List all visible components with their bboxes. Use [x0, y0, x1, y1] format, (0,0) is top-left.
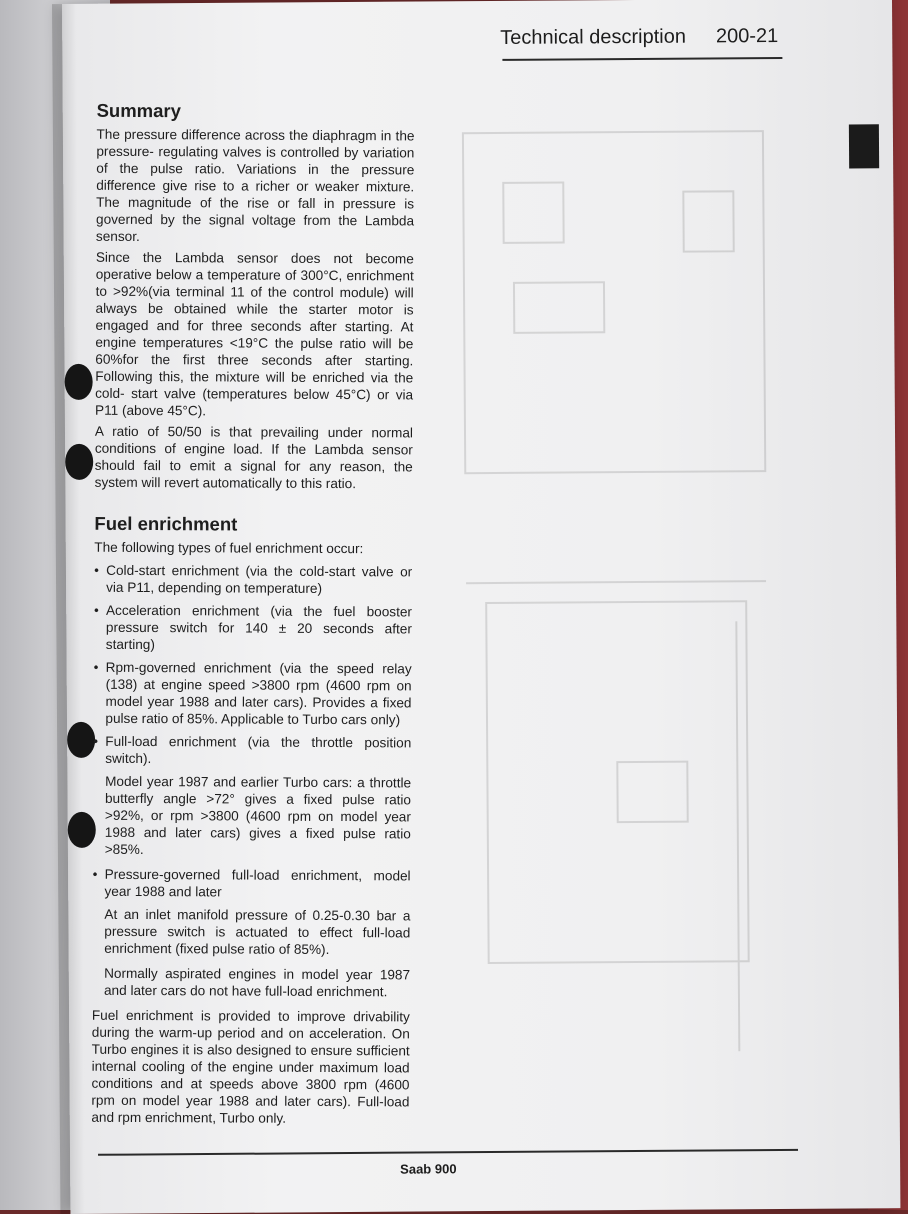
punch-hole	[65, 444, 93, 480]
pressure-note: At an inlet manifold pressure of 0.25-0.30 bar a pressure switch is actuated to effect full-load enrichment (fixed pulse ratio of 85%).	[104, 906, 411, 957]
fuel-enrichment-heading: Fuel enrichment	[94, 512, 238, 535]
manual-page	[62, 0, 900, 1214]
page-number: 200-21	[715, 25, 779, 48]
closing-paragraph: Fuel enrichment is provided to improve drivability during the warm-up period and on acceleration. On Turbo engines it is also designed to ensure sufficient internal cooling of the engine under maximum load conditions and at speeds above 3800 rpm (4600 rpm on model year 1988 and later cars). Full-load and rpm enrichment, Turbo only.	[91, 1007, 410, 1126]
list-item: • Acceleration enrichment (via the fuel booster pressure switch for 140 ± 20 seconds after starting)	[94, 602, 412, 655]
summary-paragraph: A ratio of 50/50 is that prevailing under normal conditions of engine load. If the Lambda sensor should fail to emit a signal for any reason, the system will revert automatically to this ratio.	[94, 423, 413, 492]
list-item: • Full-load enrichment (via the throttle position switch).	[93, 733, 411, 769]
fuel-enrichment-intro: The following types of fuel enrichment occur:	[94, 539, 364, 557]
text-column	[91, 100, 414, 1132]
footer-book-title: Saab 900	[400, 1161, 457, 1177]
summary-paragraph: The pressure difference across the diaphragm in the pressure- regulating valves is controlled by variation of the pulse ratio. Variations in the pressure difference give rise to a richer or weaker mixture. The magnitude of the rise or fall in pressure is governed by the signal voltage from the Lambda sensor.	[95, 126, 415, 244]
bleed-through-diagram	[442, 61, 789, 1103]
header-title: Technical description	[500, 25, 686, 49]
summary-paragraph: Since the Lambda sensor does not become operative below a temperature of 300°C, enrichment to >92%(via terminal 11 of the control module) will always be obtained while the starter motor is engaged and for three seconds after starting. At engine temperatures <19°C the pulse ratio will be 60%for the first three seconds after starting. Following this, the mixture will be enriched via the cold- start valve (temperatures below 45°C) or via P11 (above 45°C).	[95, 249, 414, 419]
punch-hole	[67, 722, 95, 758]
list-item: • Rpm-governed enrichment (via the speed relay (138) at engine speed >3800 rpm (4600 rpm on model year 1988 and later cars). Provides a fixed pulse ratio of 85%. Applicable to Turbo cars only)	[93, 659, 411, 729]
enrichment-list-continued	[92, 866, 410, 902]
page-header	[500, 25, 790, 55]
punch-hole	[65, 364, 93, 400]
list-item: • Cold-start enrichment (via the cold-start valve or via P11, depending on temperature)	[94, 562, 412, 598]
enrichment-list	[93, 562, 412, 769]
section-tab-marker	[849, 124, 879, 168]
summary-heading: Summary	[96, 99, 181, 122]
list-item: • Pressure-governed full-load enrichment, model year 1988 and later	[92, 866, 410, 902]
footer-rule	[98, 1149, 798, 1156]
full-load-note: Model year 1987 and earlier Turbo cars: a throttle butterfly angle >72° gives a fixed pulse ratio >92%, or rpm >3800 (4600 rpm on model year 1988 and later cars) gives a fixed pulse ratio >85%.	[104, 773, 412, 858]
punch-hole	[68, 812, 96, 848]
aspirated-note: Normally aspirated engines in model year 1987 and later cars do not have full-load enrichment.	[103, 965, 411, 1000]
